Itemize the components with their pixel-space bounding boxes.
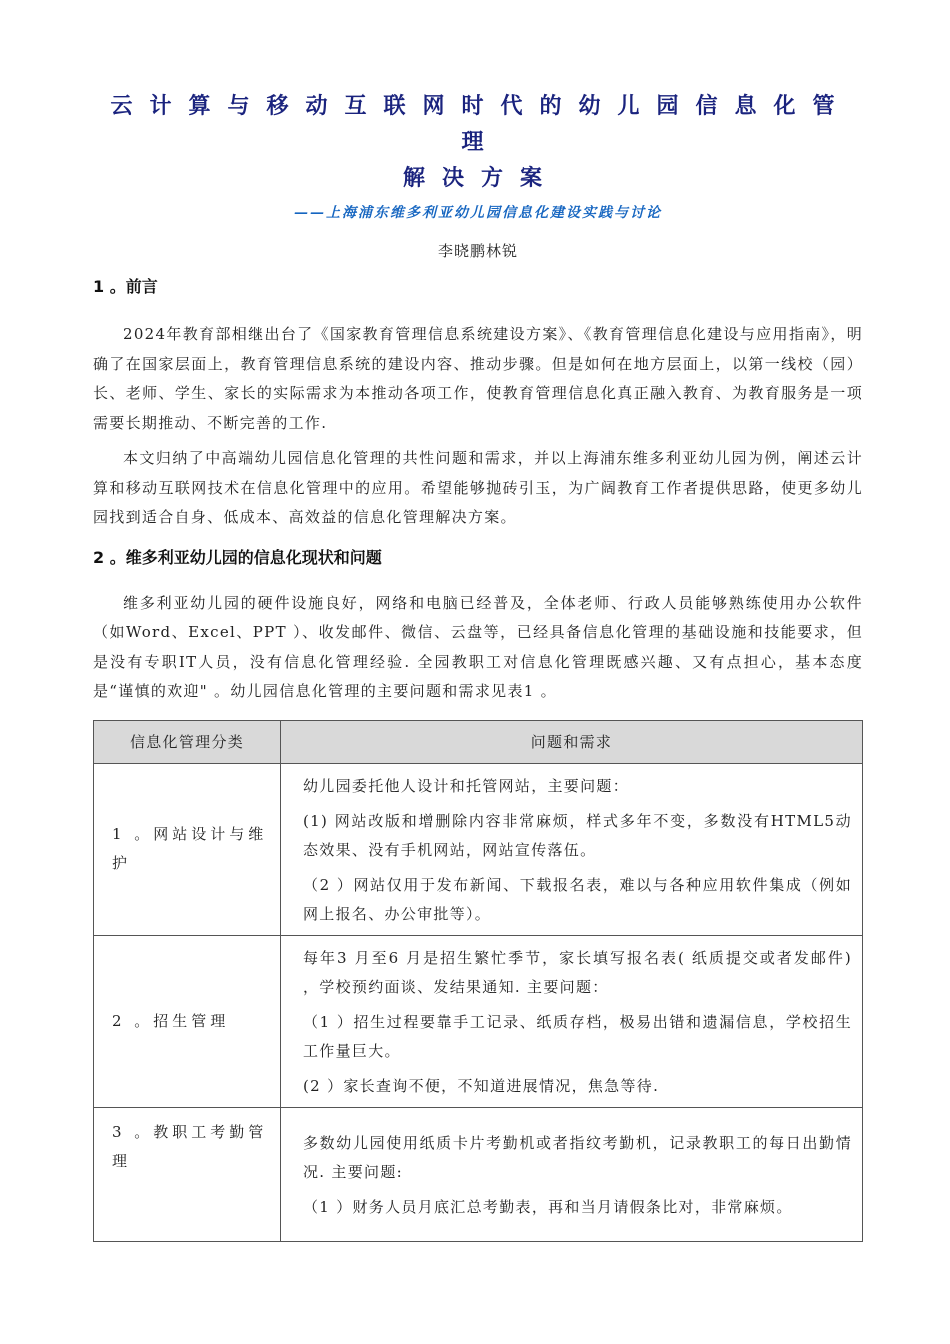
table-header-issues: 问题和需求 bbox=[281, 720, 863, 763]
table-header-category: 信息化管理分类 bbox=[94, 720, 281, 763]
title-line-1: 云计算与移动互联网时代的幼儿园信息化管理 bbox=[110, 93, 852, 155]
title-line-2: 解决方案 bbox=[402, 165, 559, 191]
table-cell-description bbox=[281, 1107, 863, 1241]
table-cell-line: （2 ）网站仅用于发布新闻、下载报名表，难以与各种应用软件集成（例如网上报名、办公审批等）。 bbox=[303, 875, 852, 923]
table-cell-category: 3 。教职工考勤管理 bbox=[94, 1107, 281, 1241]
table-cell-line: 每年3 月至6 月是招生繁忙季节，家长填写报名表( 纸质提交或者发邮件) ，学校预约面谈、发结果通知. 主要问题： bbox=[303, 948, 852, 996]
table-row bbox=[94, 1107, 863, 1241]
table-cell-line: 多数幼儿园使用纸质卡片考勤机或者指纹考勤机，记录教职工的每日出勤情况. 主要问题: bbox=[303, 1133, 852, 1181]
table-cell-description bbox=[281, 763, 863, 935]
table-row bbox=[94, 763, 863, 935]
table-cell-line: (2 ）家长查询不便，不知道进展情况，焦急等待. bbox=[303, 1076, 660, 1095]
requirements-table bbox=[93, 720, 863, 1242]
table-header-row bbox=[94, 720, 863, 763]
section-heading-intro: 1 。前言 bbox=[93, 277, 158, 296]
table-cell-category: 1 。网站设计与维护 bbox=[94, 763, 281, 935]
table-cell-line: 幼儿园委托他人设计和托管网站，主要问题： bbox=[303, 776, 630, 795]
intro-paragraph-1: 2024年教育部相继出台了《国家教育管理信息系统建设方案》、《教育管理信息化建设与应用指南》，明确了在国家层面上，教育管理信息系统的建设内容、推动步骤。但是如何在地方层面上，以第一线校（园）长、老师、学生、家长的实际需求为本推动各项工作，使教育管理信息化真正融入教育、为教育服务是一项需要长期推动、不断完善的工作. bbox=[93, 325, 863, 432]
intro-paragraph-2: 本文归纳了中高端幼儿园信息化管理的共性问题和需求，并以上海浦东维多利亚幼儿园为例，阐述云计算和移动互联网技术在信息化管理中的应用。希望能够抛砖引玉，为广阔教育工作者提供思路，使更多幼儿园找到适合自身、低成本、高效益的信息化管理解决方案。 bbox=[93, 449, 863, 526]
table-cell-description bbox=[281, 935, 863, 1107]
table-cell-line: (1) 网站改版和增删除内容非常麻烦，样式多年不变，多数没有HTML5动态效果、没有手机网站，网站宣传落伍。 bbox=[303, 811, 852, 859]
document-title bbox=[93, 88, 863, 196]
document-page bbox=[93, 88, 863, 1242]
author-line: 李晓鹏林锐 bbox=[437, 242, 518, 260]
table-row bbox=[94, 935, 863, 1107]
table-cell-category: 2 。招生管理 bbox=[94, 935, 281, 1107]
table-cell-line: （1 ）财务人员月底汇总考勤表，再和当月请假条比对，非常麻烦。 bbox=[303, 1197, 793, 1216]
table-cell-line: （1 ）招生过程要靠手工记录、纸质存档，极易出错和遗漏信息，学校招生工作量巨大。 bbox=[303, 1012, 852, 1060]
section-heading-status: 2 。维多利亚幼儿园的信息化现状和问题 bbox=[93, 547, 382, 567]
document-subtitle: ——上海浦东维多利亚幼儿园信息化建设实践与讨论 bbox=[294, 205, 662, 221]
status-paragraph-1: 维多利亚幼儿园的硬件设施良好，网络和电脑已经普及，全体老师、行政人员能够熟练使用办公软件（如Word、Excel、PPT ）、收发邮件、微信、云盘等，已经具备信息化管理的基础设施和技能要求，但是没有专职IT人员，没有信息化管理经验. 全园教职工对信息化管理既感兴趣、又有点担心，基本态度是“谨慎的欢迎" 。幼儿园信息化管理的主要问题和需求见表1 。 bbox=[93, 593, 863, 700]
